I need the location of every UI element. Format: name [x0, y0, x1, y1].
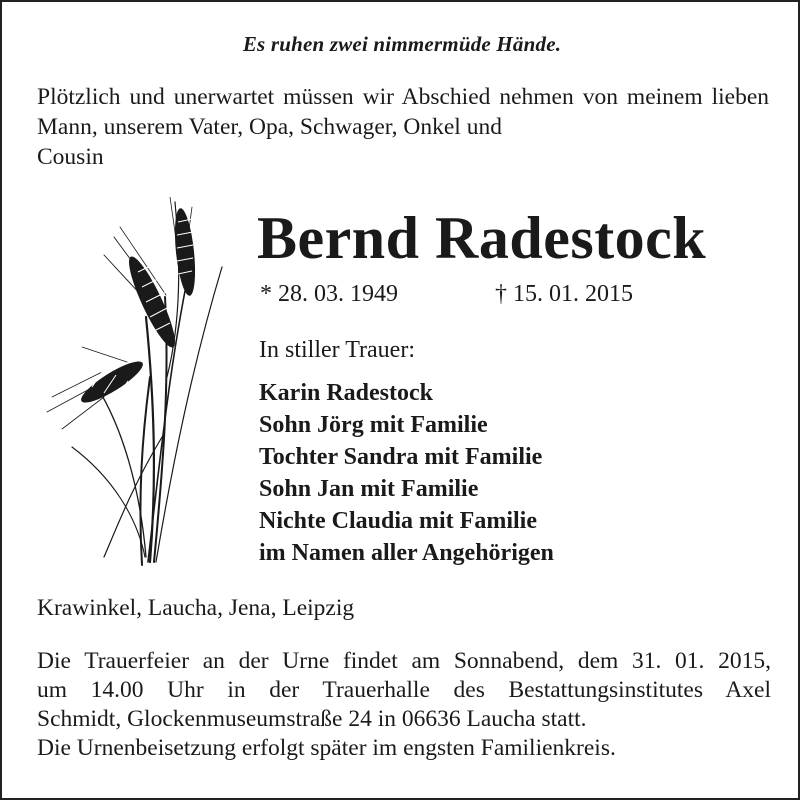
intro-line: Plötzlich und unerwartet müssen wir Abschied nehmen von — [37, 84, 618, 110]
funeral-line: Schmidt, Glockenmuseumstraße 24 in 06636 Laucha statt. — [37, 706, 587, 732]
mourner: Karin Radestock — [259, 380, 433, 406]
mourner: im Namen aller Angehörigen — [259, 540, 554, 566]
motto: Es ruhen zwei nimmermüde Hände. — [242, 32, 562, 56]
wheat-ears-icon — [42, 197, 232, 572]
funeral-line: Die Urnenbeisetzung erfolgt später im engsten Familienkreis. — [37, 735, 616, 761]
death-date: † 15. 01. 2015 — [495, 281, 633, 307]
birth-date: * 28. 03. 1949 — [260, 281, 398, 307]
mourners-list — [259, 377, 554, 569]
funeral-details — [37, 647, 771, 763]
mourner: Sohn Jan mit Familie — [259, 476, 479, 502]
mourner: Tochter Sandra mit Familie — [259, 444, 543, 470]
funeral-line: um 14.00 Uhr in der Trauerhalle des Bestattungsinstitutes Axel — [37, 677, 771, 703]
mourner: Sohn Jörg mit Familie — [259, 412, 488, 438]
mourner: Nichte Claudia mit Familie — [259, 508, 537, 534]
deceased-name: Bernd Radestock — [257, 205, 707, 271]
places: Krawinkel, Laucha, Jena, Leipzig — [37, 595, 355, 621]
intro-line: Cousin — [37, 144, 104, 170]
intro-line: meinem lieben Mann, unserem Vater, Opa, Schwager, Onkel und — [37, 84, 770, 140]
mourning-intro: In stiller Trauer: — [259, 337, 415, 363]
intro-text — [37, 82, 769, 172]
life-dates — [260, 281, 633, 308]
funeral-line: Die Trauerfeier an der Urne findet am Sonnabend, dem 31. 01. 2015, — [37, 648, 771, 674]
